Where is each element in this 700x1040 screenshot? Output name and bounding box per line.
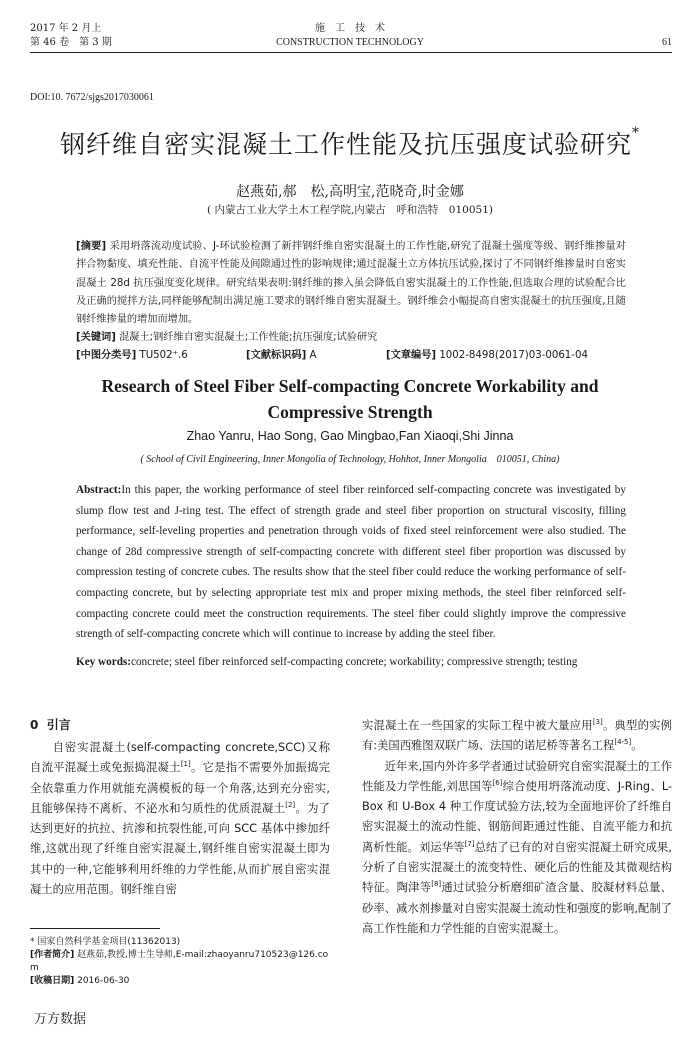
title-cn-text: 钢纤维自密实混凝土工作性能及抗压强度试验研究 [59, 130, 632, 159]
classification-line [76, 347, 626, 365]
abstract-cn-text: 采用坍落流动度试验、J-环试验检测了新拌钢纤维自密实混凝土的工作性能,研究了混凝土强度等级、钢纤维掺量对拌合物黏度、填充性能、自流平性能及间隙通过性的影响规律;通过混凝土立方体抗压试验,探讨了不同钢纤维掺量时自密实混凝土 28d 抗压强度变化规律。研究结果表明:钢纤维的掺入虽会降低自密实混凝土的工作性能,但选取合理的试验配合比及正确的搅拌方法,同样能够配制出满足施工要求的钢纤维自密实混凝土。钢纤维会小幅提高自密实混凝土的抗压强度,且随钢纤维掺量的增加而增加。 [76, 241, 626, 326]
right-col-text-b: 。典型的实例有:美国西雅图双联广场、法国的诺尼桥等著名工程 [362, 719, 672, 753]
right-col-text-f: 总结了已有的对自密实混凝土研究成果,分析了自密实混凝土的流变特性、硬化后的性能及其微观结构特征。陶津等 [362, 840, 672, 895]
citation-6: [6] [492, 779, 503, 788]
header-journal-en: CONSTRUCTION TECHNOLOGY [276, 37, 424, 48]
keywords-en-text: concrete; steel fiber reinforced self-compacting concrete; workability; compressive strength; testing [131, 656, 578, 668]
doc-value: A [309, 350, 317, 362]
left-col-text-c: 。为了达到更好的抗拉、抗渗和抗裂性能,可向 SCC 基体中掺加纤维,这就出现了纤维自密实混凝土,钢纤维自密实混凝土即为其中的一种,它能够利用纤维的力学性能,从而扩展自密实混凝土的应用范围。钢纤维自密 [30, 801, 330, 897]
right-col-text-e: 综合使用坍落流动度、J-Ring、L-Box 和 U-Box 4 种工作度试验方法,较为全面地评价了纤维自密实混凝土的流动性能、钢筋间距通过性能、自流平能力和抗离析性能。刘运华等 [362, 779, 673, 854]
doi: DOI:10. 7672/sjgs2017030061 [30, 92, 154, 103]
keywords-en-label: Key words: [76, 656, 131, 668]
keywords-cn [76, 329, 626, 347]
citation-4-5: [4-5] [614, 738, 632, 747]
left-col-text-a: 自密实混凝土(self-compacting concrete,SCC)又称自流平混凝土或免振捣混凝土 [30, 741, 330, 775]
footnotes [30, 936, 330, 988]
article-number [386, 347, 588, 365]
intro-paragraph-1 [30, 738, 330, 900]
footnote-author-text: 赵燕茹,教授,博士生导师,E-mail:zhaoyanru710523@126.com [30, 950, 329, 973]
doc-label: [文献标识码] [246, 350, 307, 362]
section-heading [30, 716, 71, 733]
citation-3: [3] [592, 718, 603, 727]
authors-en: Zhao Yanru, Hao Song, Gao Mingbao,Fan Xiaoqi,Shi Jinna [186, 429, 514, 443]
authors-cn: 赵燕茹,郝 松,高明宝,范晓奇,时金娜 [236, 184, 464, 200]
affiliation-cn: ( 内蒙古工业大学土木工程学院,内蒙古 呼和浩特 010051) [207, 204, 493, 216]
title-cn [0, 125, 700, 161]
header-journal-cn: 施 工 技 术 [315, 23, 385, 34]
intro-paragraph-1-cont [362, 716, 672, 757]
citation-7: [7] [464, 840, 475, 849]
abstract-en [76, 480, 626, 645]
right-col-text-c: 。 [631, 739, 643, 753]
footnote-date-label: [收稿日期] [30, 976, 75, 986]
doc-code [246, 347, 386, 365]
footnote-author [30, 949, 330, 975]
right-col-text-a: 实混凝土在一些国家的实际工程中被大量应用 [362, 719, 593, 732]
section-title: 引言 [46, 718, 71, 732]
keywords-en [76, 652, 626, 673]
header-date: 2017 年 2 月上 [30, 23, 102, 34]
right-col-text-d: 近年来,国内外许多学者通过试验研究自密实混凝土的工作性能及力学性能,刘思国等 [362, 759, 672, 793]
clc-label: [中图分类号] [76, 350, 137, 362]
header-page-number: 61 [662, 37, 672, 48]
abstract-en-label: Abstract: [76, 484, 122, 496]
footnote-author-label: [作者简介] [30, 950, 75, 960]
header-rule [30, 52, 672, 53]
footnote-fund: * 国家自然科学基金项目(11362013) [30, 937, 181, 947]
title-footnote-mark: * [632, 125, 640, 141]
intro-paragraph-2 [362, 757, 672, 940]
article-value: 1002-8498(2017)03-0061-04 [439, 350, 588, 362]
footnote-date-text: 2016-06-30 [77, 976, 130, 986]
citation-1: [1] [180, 760, 191, 769]
keywords-cn-text: 混凝土;钢纤维自密实混凝土;工作性能;抗压强度;试验研究 [119, 332, 378, 344]
body-right-column [362, 716, 672, 939]
footnote-rule [30, 928, 160, 929]
abstract-cn [76, 238, 626, 365]
abstract-cn-label: [摘要] [76, 241, 107, 252]
abstract-en-text: In this paper, the working performance of steel fiber reinforced self-compacting concrete was investigated by slump flow test and J-ring test. The effect of strength grade and steel fiber proportion on structural viscosity, filling performance, self-leveling properties and penetration through voids of fixed steel reinforcement were also studied. The change of 28d compressive strength of self-compacting concrete with different steel fiber proportion was discussed by compression testing of concrete cubes. The results show that the steel fiber could reduce the working performance of self-compacting concrete, but by selecting appropriate test mix and proper mixing methods, the steel fiber reinforced self-compacting concrete could meet the construction requirements. The steel fiber could slightly improve the compressive strength of self-compacting concrete which will continue to increase by adding the steel fiber. [76, 484, 626, 641]
footnote-date [30, 975, 330, 988]
citation-8: [8] [431, 880, 442, 889]
body-left-column [30, 738, 330, 900]
left-col-text-b: 。它是指不需要外加振捣完全依靠重力作用就能充满模板的每一个角落,达到充分密实,且能够保持不离析、不泌水和匀质性的优质混凝土 [30, 761, 330, 815]
affiliation-en: ( School of Civil Engineering, Inner Mongolia of Technology, Hohhot, Inner Mongolia 010051, China) [140, 454, 560, 465]
keywords-cn-label: [关键词] [76, 332, 116, 344]
clc-number [76, 347, 246, 365]
right-col-text-g: 通过试验分析磨细矿渣含量、胶凝材料总量、砂率、减水剂掺量对自密实混凝土流动性和强度的影响,配制了高工作性能和力学性能的自密实混凝土。 [362, 881, 672, 935]
section-number: 0 [30, 718, 39, 732]
title-en: Research of Steel Fiber Self-compacting Concrete Workability and Compressive Strength [101, 376, 599, 422]
article-label: [文章编号] [386, 350, 437, 362]
watermark: 万方数据 [34, 1012, 87, 1027]
header-volume-issue: 第 46 卷 第 3 期 [30, 37, 112, 48]
clc-value: TU502⁺.6 [139, 350, 188, 362]
citation-2: [2] [285, 801, 296, 810]
